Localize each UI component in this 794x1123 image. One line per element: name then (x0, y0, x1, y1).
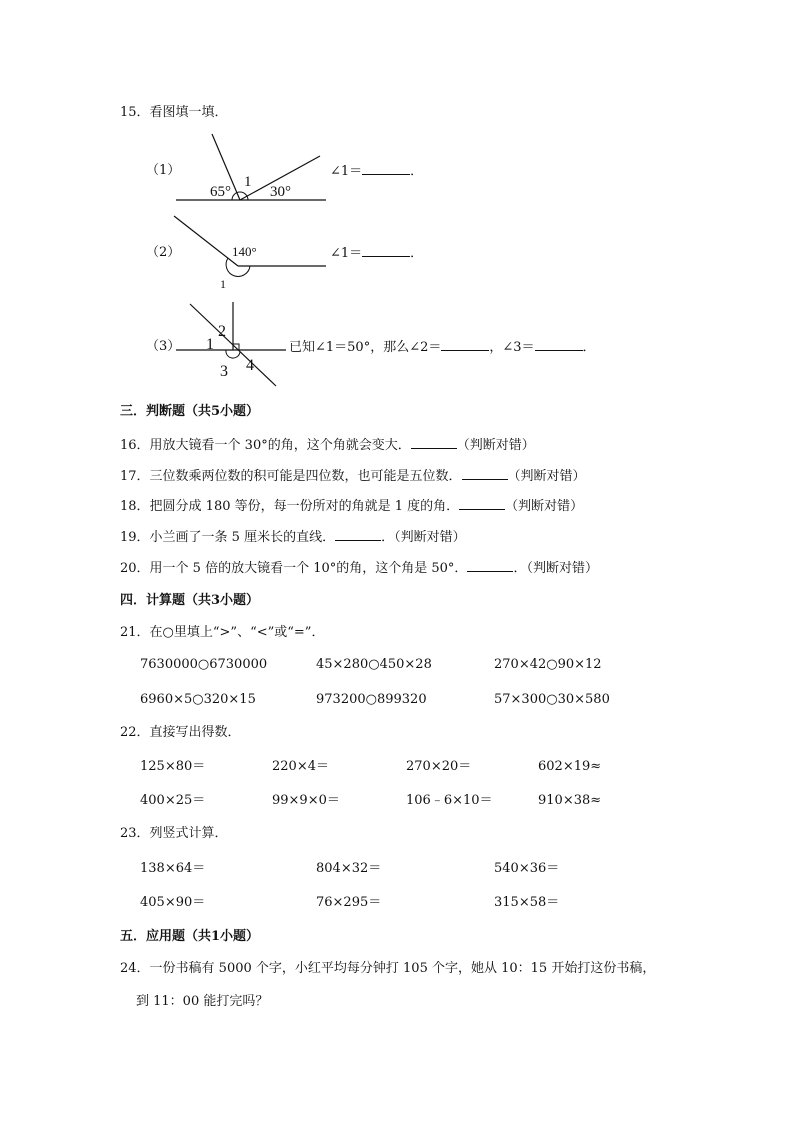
q17-tag: （判断对错） (507, 469, 586, 484)
q18-text: 18．把圆分成 180 等份，每一份所对的角就是 1 度的角． (120, 499, 460, 514)
q23-item: 315×58＝ (494, 895, 560, 910)
q20-text: 20．用一个 5 倍的放大镜看一个 10°的角，这个角是 50°． (120, 561, 468, 576)
q21-item: 57×300○30×580 (494, 692, 610, 707)
ray-diagonal (174, 216, 238, 266)
q22-item: 270×20＝ (406, 759, 472, 774)
q15-part3-sep: ，∠3＝ (489, 340, 535, 355)
q22-item: 400×25＝ (140, 793, 206, 808)
section-5-title: 五．应用题（共1小题） (120, 929, 260, 944)
q21-item: 45×280○450×28 (316, 657, 432, 672)
angle-3-label: 3 (220, 363, 228, 380)
q15-part1-figure (176, 132, 328, 204)
q23-item: 76×295＝ (316, 895, 382, 910)
q22-item: 220×4＝ (272, 759, 329, 774)
answer-blank[interactable] (411, 436, 457, 449)
q23-item: 138×64＝ (140, 861, 206, 876)
q23-item: 405×90＝ (140, 895, 206, 910)
q16-text: 16．用放大镜看一个 30°的角，这个角就会变大． (120, 438, 411, 453)
q18 (120, 497, 583, 516)
answer-blank[interactable] (459, 497, 505, 510)
q16-tag: （判断对错） (456, 438, 535, 453)
angle-140-label: 140° (232, 244, 257, 259)
angle-30-label: 30° (270, 184, 291, 200)
q20-tag: ．（判断对错） (513, 561, 598, 576)
q22-item: 602×19≈ (538, 759, 602, 774)
answer-blank[interactable] (335, 528, 381, 541)
reflex-angle-arc (226, 258, 250, 276)
q21-item: 6960×5○320×15 (140, 692, 256, 707)
q19 (120, 528, 466, 547)
q15-part3-end: ． (582, 340, 596, 355)
angle-2-label: 2 (218, 323, 226, 340)
angle-1-label: 1 (206, 336, 214, 353)
q15-part1-number: （1） (146, 163, 181, 178)
answer-blank[interactable] (467, 559, 513, 572)
q15-part1-prompt: ∠1＝ (330, 164, 363, 179)
q15-part2-prompt: ∠1＝ (330, 246, 363, 261)
q23-stem: 23．列竖式计算． (120, 826, 228, 841)
angle-1-label: 1 (244, 174, 252, 190)
q22-stem: 22．直接写出得数． (120, 725, 241, 740)
q17-text: 17．三位数乘两位数的积可能是四位数，也可能是五位数． (120, 469, 462, 484)
q15-part3-prompt: 已知∠1＝50°，那么∠2＝ (289, 340, 442, 355)
answer-blank-3[interactable] (535, 338, 583, 351)
q17 (120, 467, 586, 486)
q15-part2-end: ． (410, 246, 424, 261)
q15-part1-answer (330, 162, 423, 181)
q18-tag: （判断对错） (505, 499, 584, 514)
angle-4-label: 4 (246, 357, 254, 374)
section-4-title: 四．计算题（共3小题） (120, 593, 260, 608)
q21-item: 973200○899320 (316, 692, 427, 707)
angle-65-label: 65° (210, 184, 231, 200)
q24-line1: 24．一份书稿有 5000 个字，小红平均每分钟打 105 个字，她从 10：15 开始打这份书稿， (120, 961, 656, 976)
q22-item: 106﹣6×10＝ (406, 793, 493, 808)
q15-part3-figure (176, 300, 288, 390)
q23-item: 804×32＝ (316, 861, 382, 876)
q21-item: 270×42○90×12 (494, 657, 602, 672)
q15-part1-end: ． (410, 164, 424, 179)
q22-item: 910×38≈ (538, 793, 602, 808)
q21-item: 7630000○6730000 (140, 657, 268, 672)
q21-stem: 21．在○里填上“>”、“<”或“=”． (120, 625, 325, 640)
q23-item: 540×36＝ (494, 861, 560, 876)
section-3-title: 三．判断题（共5小题） (120, 404, 260, 419)
answer-blank-2[interactable] (441, 338, 489, 351)
q15-part2-number: （2） (146, 245, 181, 260)
q15-part2-answer (330, 244, 423, 263)
q15-part3-number: （3） (146, 339, 181, 354)
angle-arcs (226, 350, 240, 358)
q20 (120, 559, 598, 578)
q16 (120, 436, 535, 455)
q15-part2-figure (174, 212, 328, 292)
q19-text: 19．小兰画了一条 5 厘米长的直线． (120, 530, 336, 545)
q24-line2: 到 11：00 能打完吗？ (136, 994, 269, 1009)
answer-blank[interactable] (362, 162, 410, 175)
angle-1-label: 1 (220, 277, 226, 291)
q15-part3-answer (289, 338, 596, 357)
q19-tag: ．（判断对错） (381, 530, 466, 545)
answer-blank[interactable] (462, 467, 508, 480)
q15-stem: 15．看图填一填． (120, 105, 228, 120)
answer-blank[interactable] (362, 244, 410, 257)
q22-item: 125×80＝ (140, 759, 206, 774)
q22-item: 99×9×0＝ (272, 793, 340, 808)
